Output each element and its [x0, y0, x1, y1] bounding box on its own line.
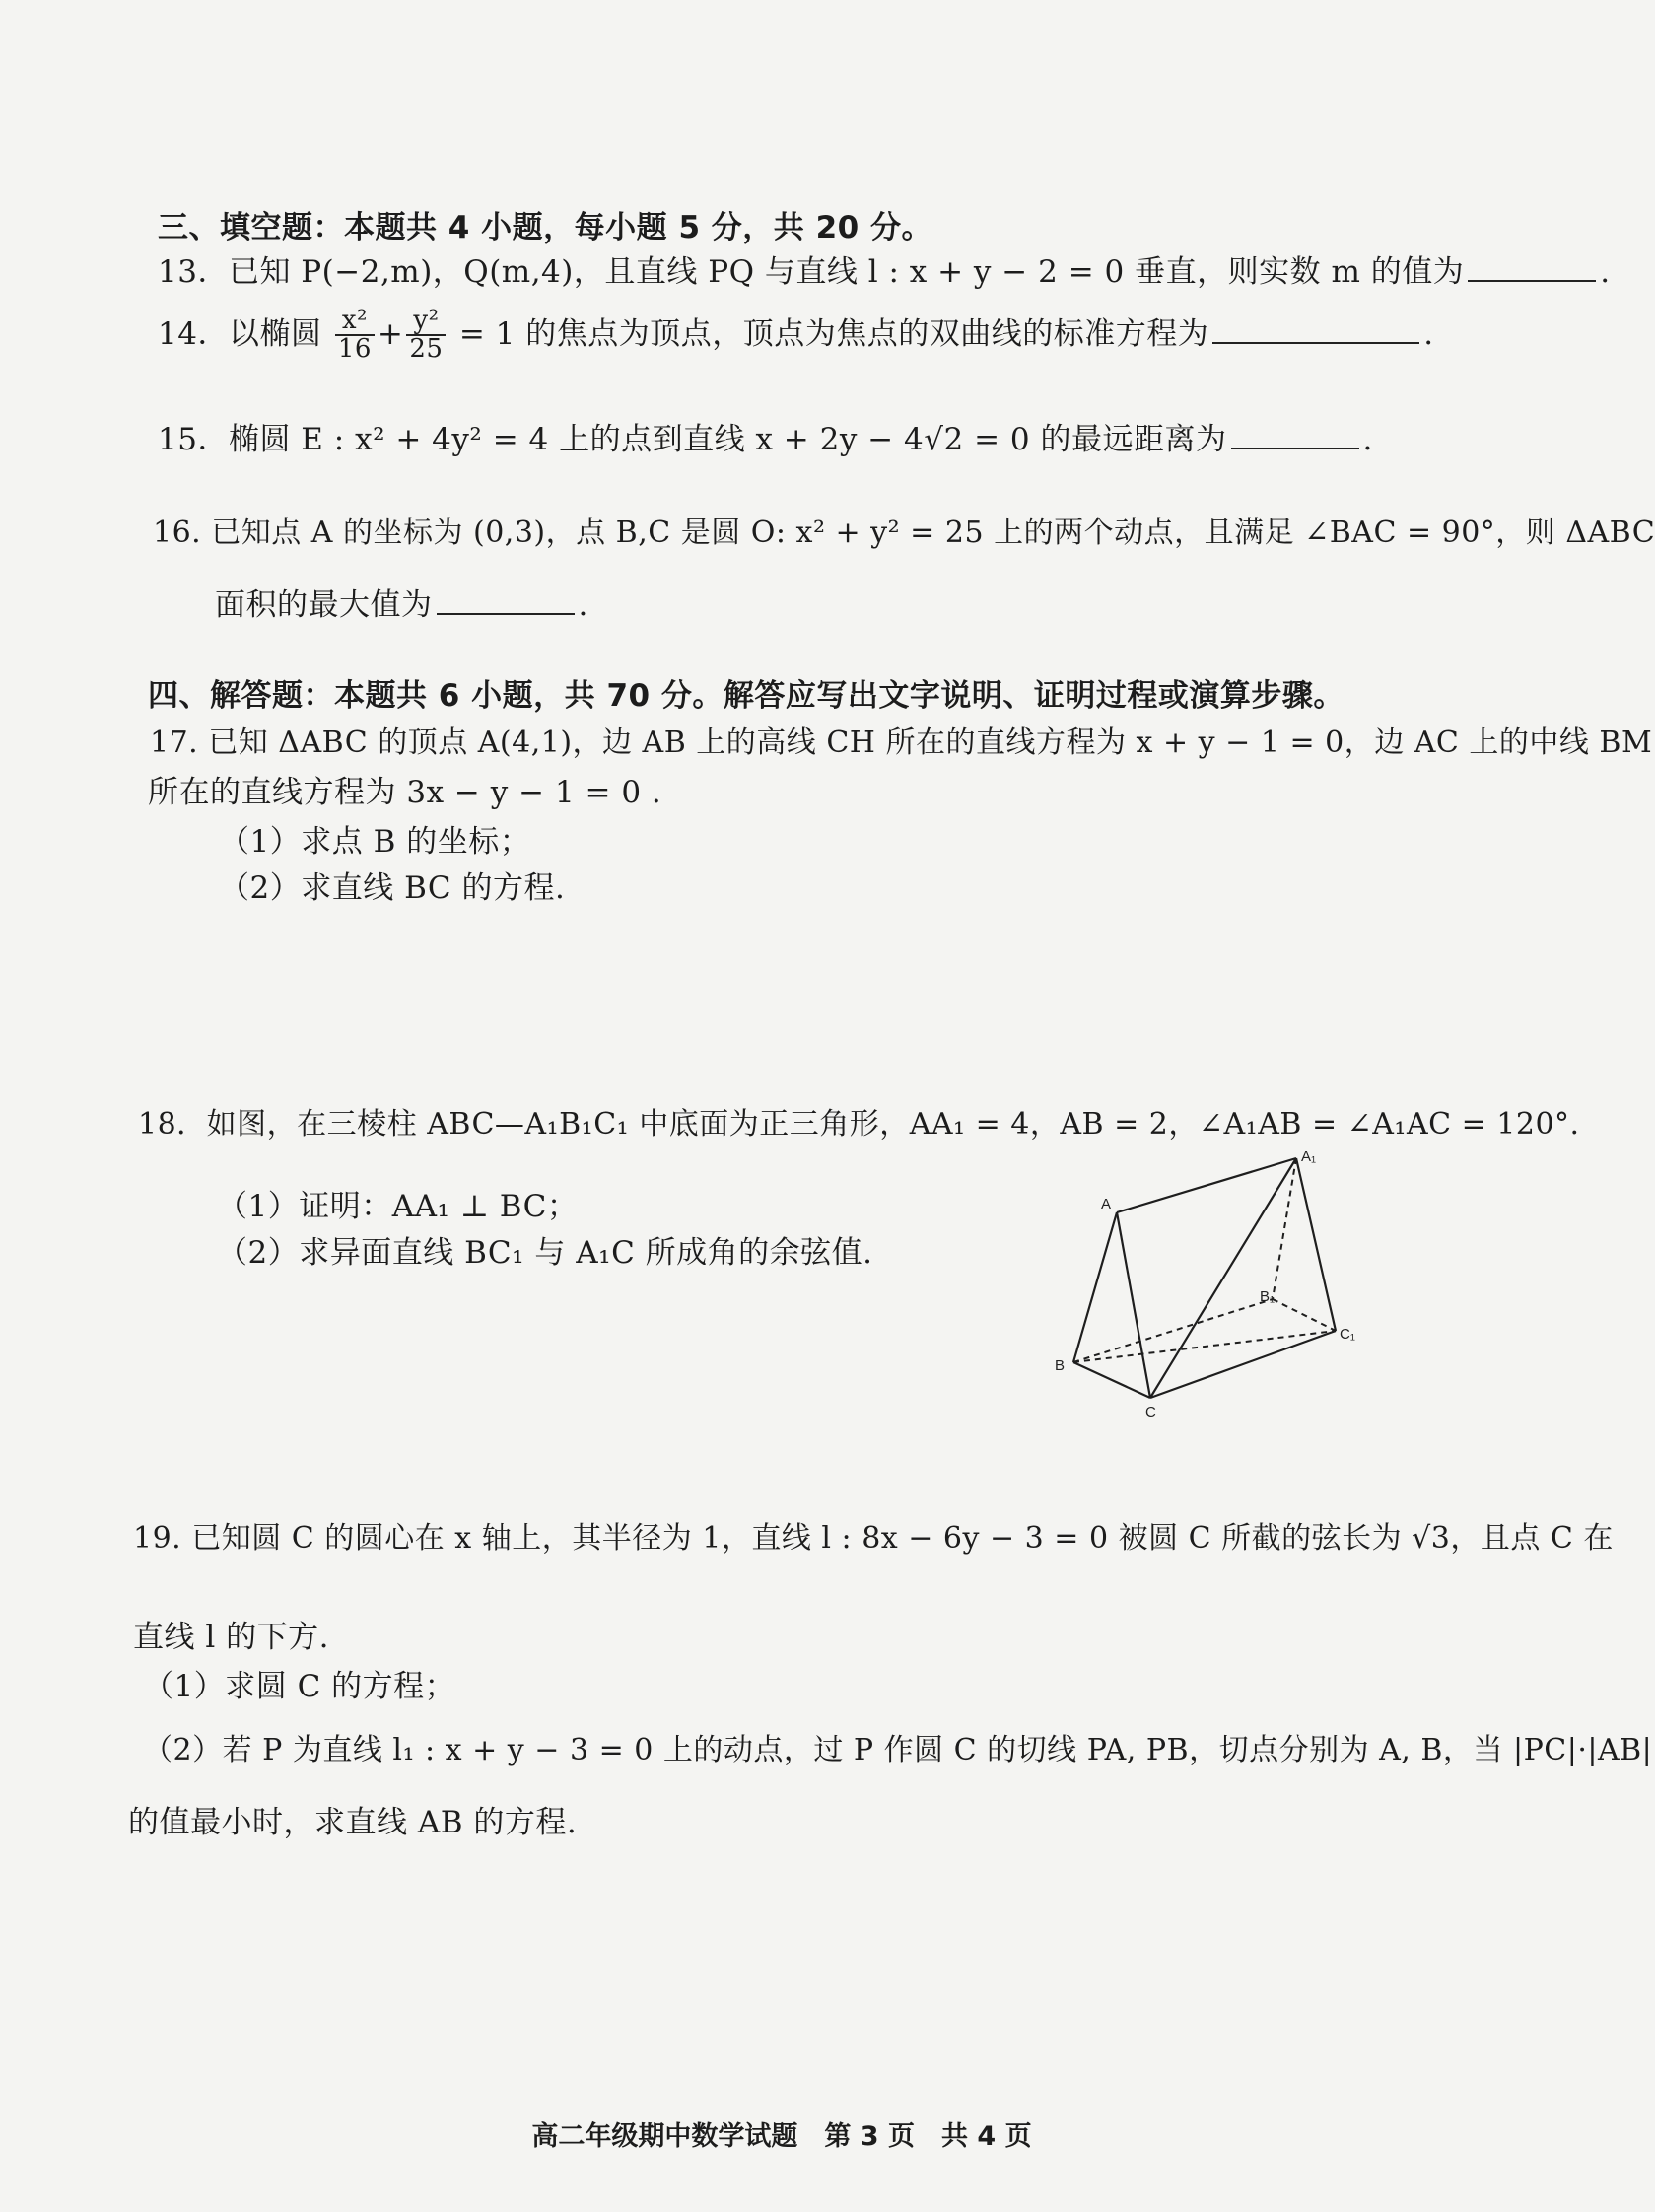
question-18-line1: 18．如图，在三棱柱 ABC—A₁B₁C₁ 中底面为正三角形，AA₁ = 4，AB = 2，∠A₁AB = ∠A₁AC = 120°.: [138, 1107, 1580, 1141]
q18-part2: （2）求异面直线 BC₁ 与 A₁C 所成角的余弦值.: [217, 1235, 873, 1271]
q15-end: .: [1362, 422, 1373, 457]
label-A1: A₁: [1301, 1148, 1317, 1165]
question-14: [158, 308, 1434, 364]
q14-end: .: [1423, 315, 1434, 352]
q19-part2-continued: 的值最小时，求直线 AB 的方程.: [128, 1805, 578, 1840]
q13-end: .: [1600, 254, 1611, 290]
question-13: [158, 246, 1611, 291]
q17-part2: （2）求直线 BC 的方程.: [219, 870, 566, 906]
q14-fraction-y: $\frac{\text{y²}}{25}$: [406, 308, 446, 364]
q14-post: = 1 的焦点为顶点，顶点为焦点的双曲线的标准方程为: [458, 315, 1209, 352]
q15-text: 15．椭圆 E : x² + 4y² = 4 上的点到直线 x + 2y − 4√2 = 0 的最远距离为: [158, 422, 1227, 457]
edge-A-C: [1117, 1212, 1150, 1398]
question-16-line2: [215, 580, 588, 624]
question-19-line1: 19. 已知圆 C 的圆心在 x 轴上，其半径为 1，直线 l : 8x − 6y − 3 = 0 被圆 C 所截的弦长为 √3，且点 C 在: [133, 1521, 1614, 1555]
q17-part1: （1）求点 B 的坐标；: [219, 824, 531, 860]
q13-answer-blank: [1468, 279, 1596, 282]
q18-part1: （1）证明：AA₁ ⊥ BC；: [217, 1189, 579, 1224]
q16-text: 面积的最大值为: [215, 588, 433, 623]
q14-fraction-x: $\frac{\text{x²}}{16}$: [335, 308, 375, 364]
label-B1: B₁: [1260, 1288, 1276, 1305]
question-16-line1: 16. 已知点 A 的坐标为 (0,3)，点 B,C 是圆 O: x² + y² = 25 上的两个动点，且满足 ∠BAC = 90°，则 ΔABC: [153, 516, 1655, 550]
question-17-line2: 所在的直线方程为 3x − y − 1 = 0 .: [148, 775, 662, 810]
prism-figure: [1050, 1143, 1355, 1419]
q19-part1: （1）求圆 C 的方程；: [143, 1669, 456, 1704]
q14-pre: 14．以椭圆: [158, 315, 322, 352]
question-15: [158, 414, 1373, 458]
q14-plus: +: [377, 315, 404, 352]
question-19-line2: 直线 l 的下方.: [133, 1620, 329, 1655]
edge-C-C1: [1150, 1331, 1336, 1398]
section4-heading: 四、解答题：本题共 6 小题，共 70 分。解答应写出文字说明、证明过程或演算步骤。: [148, 678, 1345, 714]
label-C: C: [1145, 1404, 1156, 1420]
q15-answer-blank: [1231, 447, 1359, 449]
edge-B-C: [1073, 1362, 1150, 1398]
label-B: B: [1055, 1357, 1066, 1374]
q14-answer-blank: [1212, 341, 1419, 344]
q16-end: .: [578, 588, 588, 623]
segment-B-C1-dashed: [1073, 1331, 1336, 1362]
q19-part2: （2）若 P 为直线 l₁ : x + y − 3 = 0 上的动点，过 P 作圆 C 的切线 PA, PB，切点分别为 A, B，当 |PC|·|AB|: [143, 1733, 1653, 1767]
q13-text: 13．已知 P(−2,m)，Q(m,4)，且直线 PQ 与直线 l : x + y − 2 = 0 垂直，则实数 m 的值为: [158, 254, 1465, 290]
label-C1: C₁: [1340, 1326, 1355, 1343]
question-17-line1: 17. 已知 ΔABC 的顶点 A(4,1)，边 AB 上的高线 CH 所在的直线方程为 x + y − 1 = 0，边 AC 上的中线 BM: [150, 726, 1653, 760]
q16-answer-blank: [437, 612, 575, 615]
section3-heading: 三、填空题：本题共 4 小题，每小题 5 分，共 20 分。: [158, 210, 933, 245]
segment-A1-C: [1150, 1158, 1296, 1398]
edge-A1-C1: [1296, 1158, 1336, 1331]
edge-A-B: [1073, 1212, 1117, 1362]
label-A: A: [1101, 1196, 1112, 1212]
edge-B-B1-dashed: [1073, 1299, 1273, 1362]
page-footer: 高二年级期中数学试题 第 3 页 共 4 页: [531, 2121, 1032, 2152]
edge-B1-C1-dashed: [1273, 1299, 1336, 1331]
